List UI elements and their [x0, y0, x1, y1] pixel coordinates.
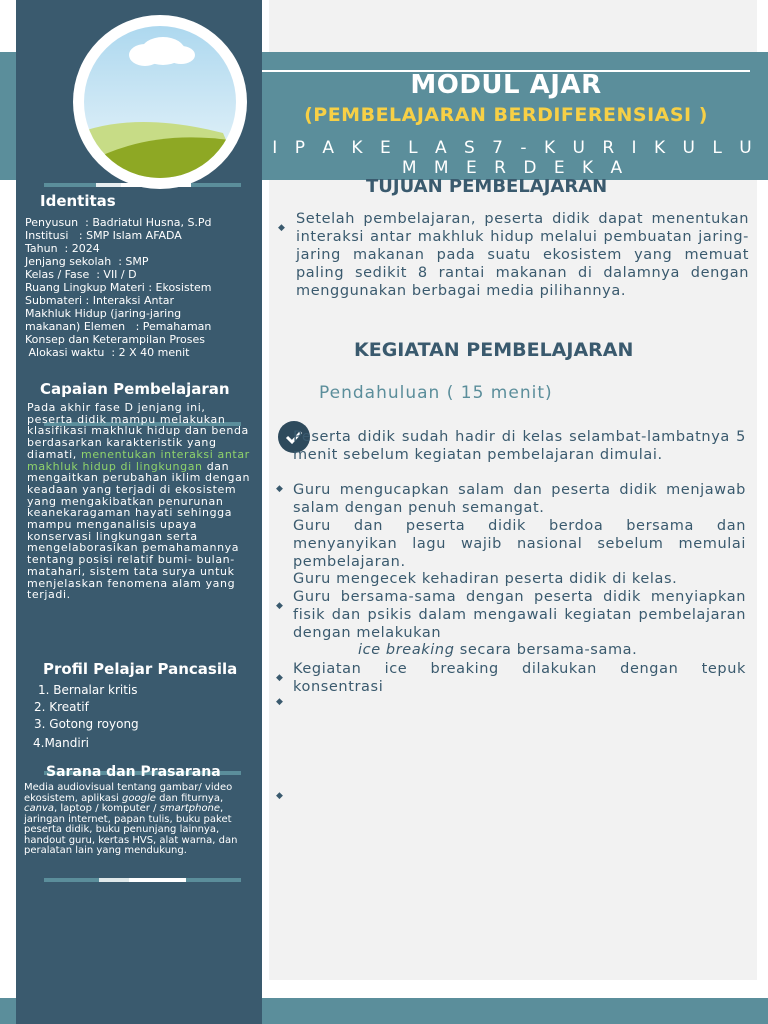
- profil-item: 1. Bernalar kritis: [38, 683, 138, 697]
- sarana-text-part: Media audiovisual tentang gambar/ video ekosistem, aplikasi: [24, 782, 233, 804]
- sarana-em-part: google: [122, 792, 156, 804]
- step-1: Peserta didik sudah hadir di kelas selambat-lambatnya 5 menit sebelum kegiatan pembelajaran dimulai.: [293, 429, 746, 463]
- step-5: Guru bersama-sama dengan peserta didik menyiapkan fisik dan psikis dalam mengawali kegiatan pembelajaran dengan melakukan: [293, 589, 746, 641]
- tujuan-text: Setelah pembelajaran, peserta didik dapat menentukan interaksi antar makhluk hidup melalui pembuatan jaring-jaring makanan pada suatu ekosistem yang memuat paling sedikit 8 rantai makanan di dalamnya dengan menggunakan berbagai media pilihannya.: [296, 211, 749, 299]
- bullet-icon: ◆: [276, 791, 283, 801]
- page-subtitle: (PEMBELAJARAN BERDIFERENSIASI ): [304, 104, 708, 126]
- bullet-icon: ◆: [278, 223, 285, 233]
- sarana-text-part: dan fiturnya,: [155, 792, 224, 804]
- divider-bar: [44, 183, 241, 187]
- capaian-heading: Capaian Pembelajaran: [40, 380, 230, 398]
- identitas-line: Konsep dan Keterampilan Proses: [25, 333, 206, 346]
- sarana-text: [24, 783, 249, 857]
- sarana-em-part: canva: [24, 803, 55, 814]
- class-curriculum-line: I P A K E L A S 7 - K U R I K U L U M M E R D E K A: [272, 138, 758, 178]
- sidebar: [16, 0, 262, 1024]
- pendahuluan-label: Pendahuluan ( 15 menit): [319, 383, 553, 403]
- bullet-icon: ◆: [276, 673, 283, 683]
- identitas-line: Jenjang sekolah : SMP: [25, 255, 149, 268]
- page-title: MODUL AJAR: [410, 70, 602, 100]
- divider-bar-4: [44, 878, 241, 882]
- kegiatan-heading: KEGIATAN PEMBELAJARAN: [354, 339, 634, 361]
- sarana-text-part: , jaringan internet, papan tulis, buku paket peserta didik, buku penunjang lainnya, handout guru, kertas HVS, alat warna, dan peralatan lain yang mendukung.: [24, 803, 238, 856]
- ice-breaking-em: ice breaking: [358, 642, 455, 658]
- step-5-tail: secara bersama-sama.: [454, 642, 638, 658]
- identitas-line: Institusi : SMP Islam AFADA: [25, 229, 182, 242]
- step-6: Kegiatan ice breaking dilakukan dengan tepuk konsentrasi: [293, 661, 746, 695]
- bullet-icon: ◆: [276, 484, 283, 494]
- bullet-icon: ◆: [276, 601, 283, 611]
- identitas-heading: Identitas: [40, 192, 116, 210]
- sarana-em-part: smartphone: [159, 803, 221, 814]
- profil-item: 3. Gotong royong: [34, 717, 139, 731]
- capaian-text: [27, 402, 253, 601]
- step-3: Guru dan peserta didik berdoa bersama dan menyanyikan lagu wajib nasional sebelum memulai pembelajaran.: [293, 518, 746, 570]
- profil-item: 2. Kreatif: [34, 700, 89, 714]
- bullet-icon: ◆: [276, 697, 283, 707]
- step-4: Guru mengecek kehadiran peserta didik di kelas.: [293, 571, 678, 587]
- landscape-avatar: [73, 15, 247, 189]
- identitas-line: Ruang Lingkup Materi : Ekosistem: [25, 281, 212, 294]
- sarana-text-part: , laptop / komputer /: [54, 803, 160, 814]
- identitas-line: Alokasi waktu : 2 X 40 menit: [25, 346, 190, 359]
- step-5-cont: [358, 641, 748, 659]
- landscape-illustration-icon: [73, 15, 247, 189]
- capaian-text-highlight: menentukan interaksi antar makhluk hidup di lingkungan: [27, 447, 250, 473]
- profil-heading: Profil Pelajar Pancasila: [43, 660, 238, 678]
- identitas-line: Makhluk Hidup (jaring-jaring: [25, 307, 182, 320]
- step-2: Guru mengucapkan salam dan peserta didik menjawab salam dengan penuh semangat.: [293, 482, 746, 516]
- tujuan-heading: TUJUAN PEMBELAJARAN: [366, 176, 608, 197]
- profil-item: 4.Mandiri: [33, 736, 89, 750]
- capaian-text-a: Pada akhir fase D jenjang ini, peserta didik mampu melakukan klasifikasi makhluk hidup dan benda berdasarkan karakteristik yang diamati,: [27, 401, 249, 461]
- identitas-line: makanan) Elemen : Pemahaman: [25, 320, 212, 333]
- identitas-line: Submateri : Interaksi Antar: [25, 294, 175, 307]
- header: [262, 52, 768, 180]
- identitas-line: Penyusun : Badriatul Husna, S.Pd: [25, 216, 212, 229]
- sarana-heading: Sarana dan Prasarana: [46, 764, 221, 780]
- identitas-list: [25, 216, 257, 359]
- identitas-line: Tahun : 2024: [25, 242, 100, 255]
- identitas-line: Kelas / Fase : VII / D: [25, 268, 137, 281]
- capaian-text-b: dan mengaitkan perubahan iklim dengan keadaan yang terjadi di ekosistem yang mengakibatkan penurunan keanekaragaman hayati sehingga mampu menganalisis upaya konservasi lingkungan serta mengelaborasikan pemahamannya tentang posisi relatif bumi- bulan- matahari, sistem tata surya untuk menjelaskan fenomena alam yang terjadi.: [27, 459, 251, 602]
